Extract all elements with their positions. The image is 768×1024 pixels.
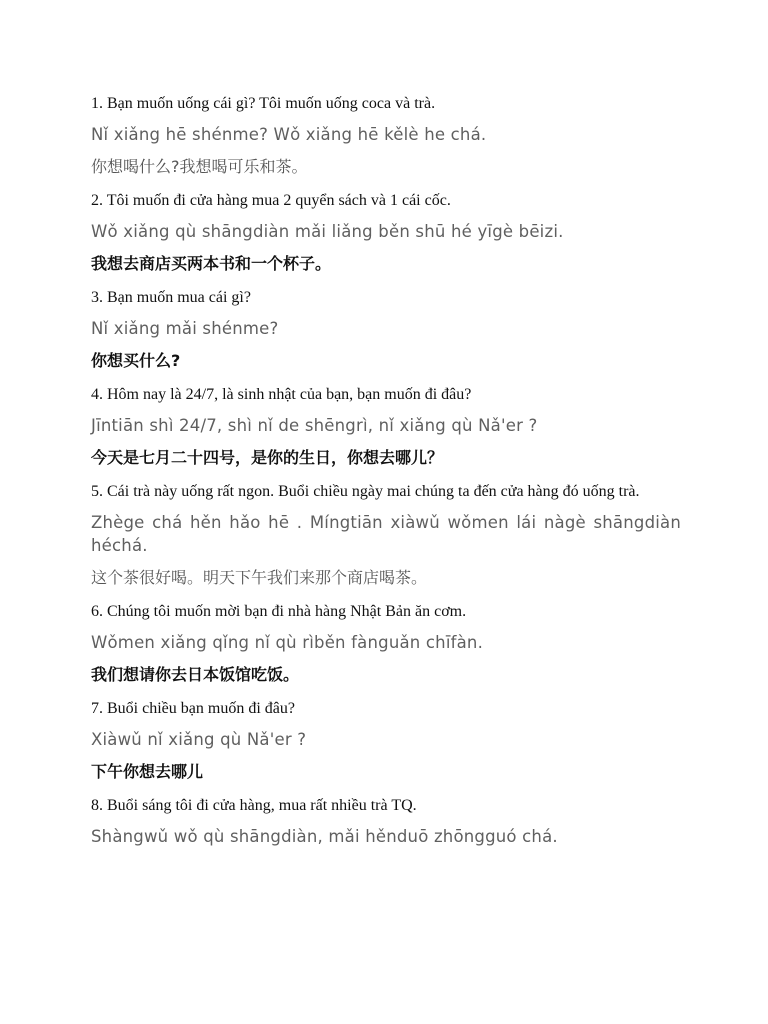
- exercise-item-1: [91, 93, 681, 178]
- pinyin-sentence: Nǐ xiǎng mǎi shénme?: [91, 319, 279, 338]
- chinese-sentence: 我们想请你去日本饭馆吃饭。: [91, 665, 300, 684]
- pinyin-sentence: Xiàwǔ nǐ xiǎng qù Nǎ'er ?: [91, 730, 307, 749]
- exercise-item-2: [91, 190, 681, 275]
- vietnamese-sentence: 2. Tôi muốn đi cửa hàng mua 2 quyển sách và 1 cái cốc.: [91, 192, 451, 209]
- vietnamese-sentence: 3. Bạn muốn mua cái gì?: [91, 289, 251, 306]
- chinese-sentence: 下午你想去哪儿: [91, 762, 204, 781]
- chinese-sentence: 这个茶很好喝。明天下午我们来那个商店喝茶。: [91, 568, 428, 587]
- pinyin-sentence: Shàngwǔ wǒ qù shāngdiàn, mǎi hěnduō zhōngguó chá.: [91, 827, 558, 846]
- pinyin-sentence: Jīntiān shì 24/7, shì nǐ de shēngrì, nǐ xiǎng qù Nǎ'er ?: [91, 416, 538, 435]
- exercise-item-6: [91, 601, 681, 686]
- exercise-list: [91, 93, 681, 858]
- vietnamese-sentence: 7. Buổi chiều bạn muốn đi đâu?: [91, 700, 295, 717]
- pinyin-sentence: Zhège chá hěn hǎo hē . Míngtiān xiàwǔ wǒmen lái nàgè shāngdiàn héchá.: [91, 513, 681, 555]
- chinese-sentence: 你想买什么?: [91, 351, 181, 370]
- exercise-item-5: [91, 481, 681, 589]
- pinyin-sentence: Nǐ xiǎng hē shénme? Wǒ xiǎng hē kělè he chá.: [91, 125, 487, 144]
- chinese-sentence: 你想喝什么?我想喝可乐和茶。: [91, 157, 308, 176]
- vietnamese-sentence: 8. Buổi sáng tôi đi cửa hàng, mua rất nhiều trà TQ.: [91, 797, 417, 814]
- exercise-item-4: [91, 384, 681, 469]
- vietnamese-sentence: 6. Chúng tôi muốn mời bạn đi nhà hàng Nhật Bản ăn cơm.: [91, 603, 467, 620]
- exercise-item-8: [91, 795, 681, 848]
- exercise-item-3: [91, 287, 681, 372]
- chinese-sentence: 今天是七月二十四号，是你的生日，你想去哪儿？: [91, 448, 444, 467]
- vietnamese-sentence: 4. Hôm nay là 24/7, là sinh nhật của bạn, bạn muốn đi đâu?: [91, 386, 472, 403]
- vietnamese-sentence: 5. Cái trà này uống rất ngon. Buổi chiều ngày mai chúng ta đến cửa hàng đó uống trà.: [91, 483, 640, 500]
- chinese-sentence: 我想去商店买两本书和一个杯子。: [91, 254, 332, 273]
- pinyin-sentence: Wǒmen xiǎng qǐng nǐ qù rìběn fànguǎn chīfàn.: [91, 633, 484, 652]
- vietnamese-sentence: 1. Bạn muốn uống cái gì? Tôi muốn uống coca và trà.: [91, 95, 436, 112]
- exercise-item-7: [91, 698, 681, 783]
- pinyin-sentence: Wǒ xiǎng qù shāngdiàn mǎi liǎng běn shū hé yīgè bēizi.: [91, 222, 564, 241]
